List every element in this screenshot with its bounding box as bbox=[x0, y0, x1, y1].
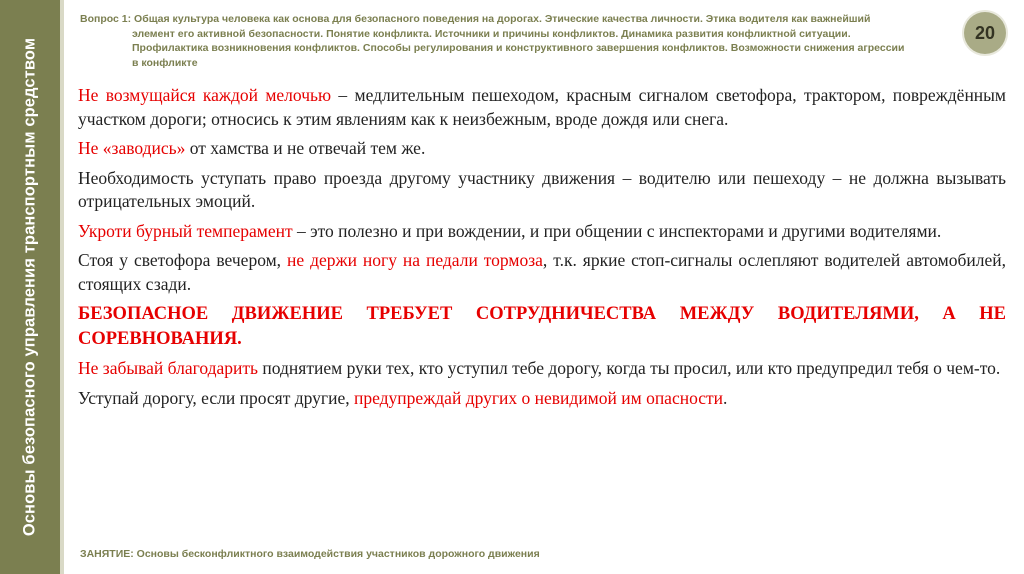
paragraph-4 bbox=[78, 220, 1006, 244]
paragraph-3-text: Необходимость уступать право проезда другому участнику движения – водителю или пешеходу – не должна вызывать отрицательных эмоций. bbox=[78, 167, 1006, 211]
paragraph-3 bbox=[78, 167, 1006, 214]
paragraph-8-text-a: Уступай дорогу, если просят другие, bbox=[78, 387, 354, 408]
header-line-4: в конфликте bbox=[132, 56, 198, 69]
paragraph-5-text-b: , т.к. яркие стоп-сигналы ослепляют водителей автомобилей, стоящих сзади. bbox=[78, 250, 1006, 294]
paragraph-8 bbox=[78, 387, 1006, 411]
sidebar bbox=[0, 0, 60, 574]
paragraph-8-text-b: . bbox=[723, 387, 728, 408]
paragraph-6 bbox=[78, 302, 1006, 351]
paragraph-1-text: – медлительным пешеходом, красным сигналом светофора, трактором, повреждённым участком дороги; относись к этим явлениям как к неизбежным, вроде дождя или снега. bbox=[78, 85, 1007, 129]
caps-statement: БЕЗОПАСНОЕ ДВИЖЕНИЕ ТРЕБУЕТ СОТРУДНИЧЕСТВА МЕЖДУ ВОДИТЕЛЯМИ, А НЕ СОРЕВНОВАНИЯ. bbox=[78, 304, 1006, 349]
highlight-5: не держи ногу на педали тормоза bbox=[287, 250, 543, 270]
header-line-3: Профилактика возникновения конфликтов. Способы регулирования и конструктивного завершения конфликтов. Возможности снижения агрессии bbox=[132, 42, 905, 54]
sidebar-divider bbox=[60, 0, 64, 574]
paragraph-7 bbox=[78, 357, 1006, 381]
paragraph-2-text: от хамства и не отвечай тем же. bbox=[185, 138, 426, 158]
paragraph-7-text: поднятием руки тех, кто уступил тебе дорогу, когда ты просил, или кто предупредил тебя о чем-то. bbox=[258, 358, 1001, 378]
header-line-1: Вопрос 1: Общая культура человека как основа для безопасного поведения на дорогах. Этические качества личности. Этика водителя как важнейший bbox=[80, 13, 871, 25]
paragraph-4-text: – это полезно и при вождении, и при общении с инспекторами и другими водителями. bbox=[292, 220, 942, 241]
sidebar-title: Основы безопасного управления транспортным средством bbox=[20, 37, 39, 537]
slide-content bbox=[78, 84, 1006, 416]
paragraph-5-text-a: Стоя у светофора вечером, bbox=[78, 250, 288, 270]
highlight-1: Не возмущайся каждой мелочью bbox=[78, 85, 332, 105]
slide-footer: ЗАНЯТИЕ: Основы бесконфликтного взаимодействия участников дорожного движения bbox=[80, 548, 540, 560]
highlight-8: предупреждай других о невидимой им опасности bbox=[354, 387, 724, 408]
highlight-7: Не забывай благодарить bbox=[78, 358, 259, 378]
paragraph-1 bbox=[78, 84, 1006, 131]
paragraph-2 bbox=[78, 137, 1006, 161]
header-line-2: элемент его активной безопасности. Понятие конфликта. Источники и причины конфликтов. Динамика развития конфликтной ситуации. bbox=[132, 27, 851, 40]
highlight-2: Не «заводись» bbox=[78, 138, 186, 158]
slide-number-badge: 20 bbox=[964, 12, 1006, 54]
highlight-4: Укроти бурный темперамент bbox=[78, 220, 293, 241]
paragraph-5 bbox=[78, 249, 1006, 296]
slide-header bbox=[80, 12, 960, 70]
